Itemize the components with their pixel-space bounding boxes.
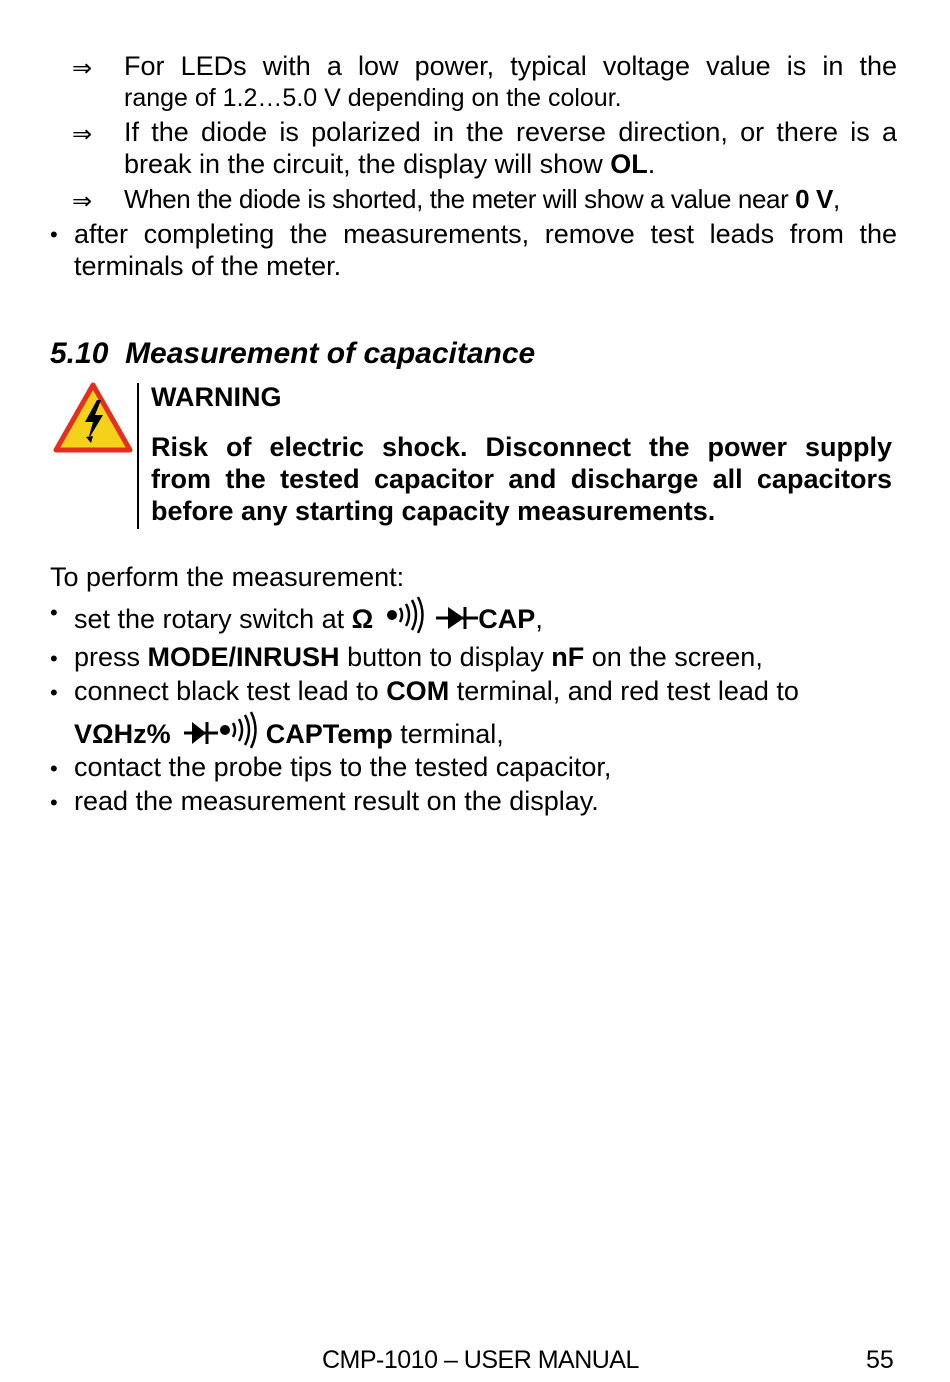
contact-probes-step: contact the probe tips to the tested capacitor, <box>74 752 612 782</box>
connect-leads-step-line-2 <box>74 711 504 750</box>
arrow-bullet-icon: ⇒ <box>72 120 93 148</box>
connect-leads-text-3: terminal, <box>392 719 504 749</box>
list-bullet: • <box>50 680 58 705</box>
led-voltage-line-1: For LEDs with a low power, typical voltage value is in the <box>124 51 897 81</box>
omega-symbol: Ω <box>351 604 374 634</box>
mode-step-text-2: button to display <box>339 642 552 672</box>
list-bullet: • <box>50 790 58 815</box>
rotary-switch-step <box>74 596 543 635</box>
connect-leads-step-line-1 <box>74 675 799 707</box>
reverse-polarity-line-1: If the diode is polarized in the reverse direction, or there is a <box>124 117 897 147</box>
rotary-switch-end: , <box>535 604 543 634</box>
section-heading <box>50 336 535 372</box>
remove-leads-step <box>74 218 897 282</box>
connect-leads-text-1: connect black test lead to <box>74 676 387 706</box>
section-number: 5.10 <box>50 337 109 370</box>
arrow-bullet-icon: ⇒ <box>72 187 93 215</box>
connect-leads-text-2: terminal, and red test lead to <box>449 676 799 706</box>
com-terminal-label: COM <box>386 676 450 706</box>
continuity-buzzer-icon <box>218 711 258 749</box>
remove-leads-line-1: after completing the measurements, remove test leads from the <box>74 219 897 249</box>
mode-button-step <box>74 641 763 673</box>
zero-volt-value: 0 V <box>795 184 833 214</box>
warning-line-1: Risk of electric shock. Disconnect the power supply <box>151 432 892 462</box>
mode-step-text-3: on the screen, <box>584 642 763 672</box>
mode-label: MODE <box>147 642 229 672</box>
read-result-step: read the measurement result on the display. <box>74 786 599 816</box>
captemp-terminal-label: CAPTemp <box>265 719 393 749</box>
arrow-bullet-icon: ⇒ <box>72 54 93 82</box>
nf-unit: nF <box>551 642 585 672</box>
warning-line-2: from the tested capacitor and discharge all capacitors <box>151 464 892 494</box>
electric-shock-warning-icon <box>53 382 133 454</box>
list-bullet: • <box>50 646 58 671</box>
list-bullet: • <box>50 600 58 625</box>
shorted-diode-text: When the diode is shorted, the meter will show a value near <box>124 184 796 214</box>
reverse-polarity-end: . <box>647 149 656 179</box>
warning-title: WARNING <box>151 382 282 412</box>
cap-label: CAP <box>478 604 536 634</box>
warning-line-3: before any starting capacity measurements. <box>151 496 716 526</box>
procedure-intro: To perform the measurement: <box>50 562 405 592</box>
reverse-polarity-line-2 <box>124 148 897 180</box>
led-voltage-line-2: range of 1.2…5.0 V depending on the colour. <box>124 84 622 112</box>
shorted-diode-note <box>124 183 840 215</box>
mode-step-text-1: press <box>74 642 148 672</box>
ol-indicator: OL <box>610 149 648 179</box>
mode-separator: / <box>228 642 237 672</box>
list-bullet: • <box>50 222 58 247</box>
list-bullet: • <box>50 756 58 781</box>
rotary-switch-text: set the rotary switch at <box>74 604 352 634</box>
manual-footer: CMP-1010 – USER MANUAL <box>322 1346 639 1374</box>
diode-icon <box>436 605 478 631</box>
warning-text <box>151 431 892 527</box>
shorted-diode-end: , <box>832 184 840 214</box>
led-voltage-note <box>124 50 897 114</box>
vohz-terminal-label: VΩHz% <box>74 719 171 749</box>
reverse-polarity-note <box>124 116 897 180</box>
page-number: 55 <box>866 1346 894 1374</box>
remove-leads-line-2: terminals of the meter. <box>74 251 342 281</box>
reverse-polarity-text: break in the circuit, the display will show <box>124 149 611 179</box>
continuity-buzzer-icon <box>385 596 425 634</box>
section-title: Measurement of capacitance <box>125 337 536 370</box>
inrush-label: INRUSH <box>236 642 340 672</box>
diode-icon <box>184 720 218 746</box>
warning-divider <box>137 383 139 529</box>
